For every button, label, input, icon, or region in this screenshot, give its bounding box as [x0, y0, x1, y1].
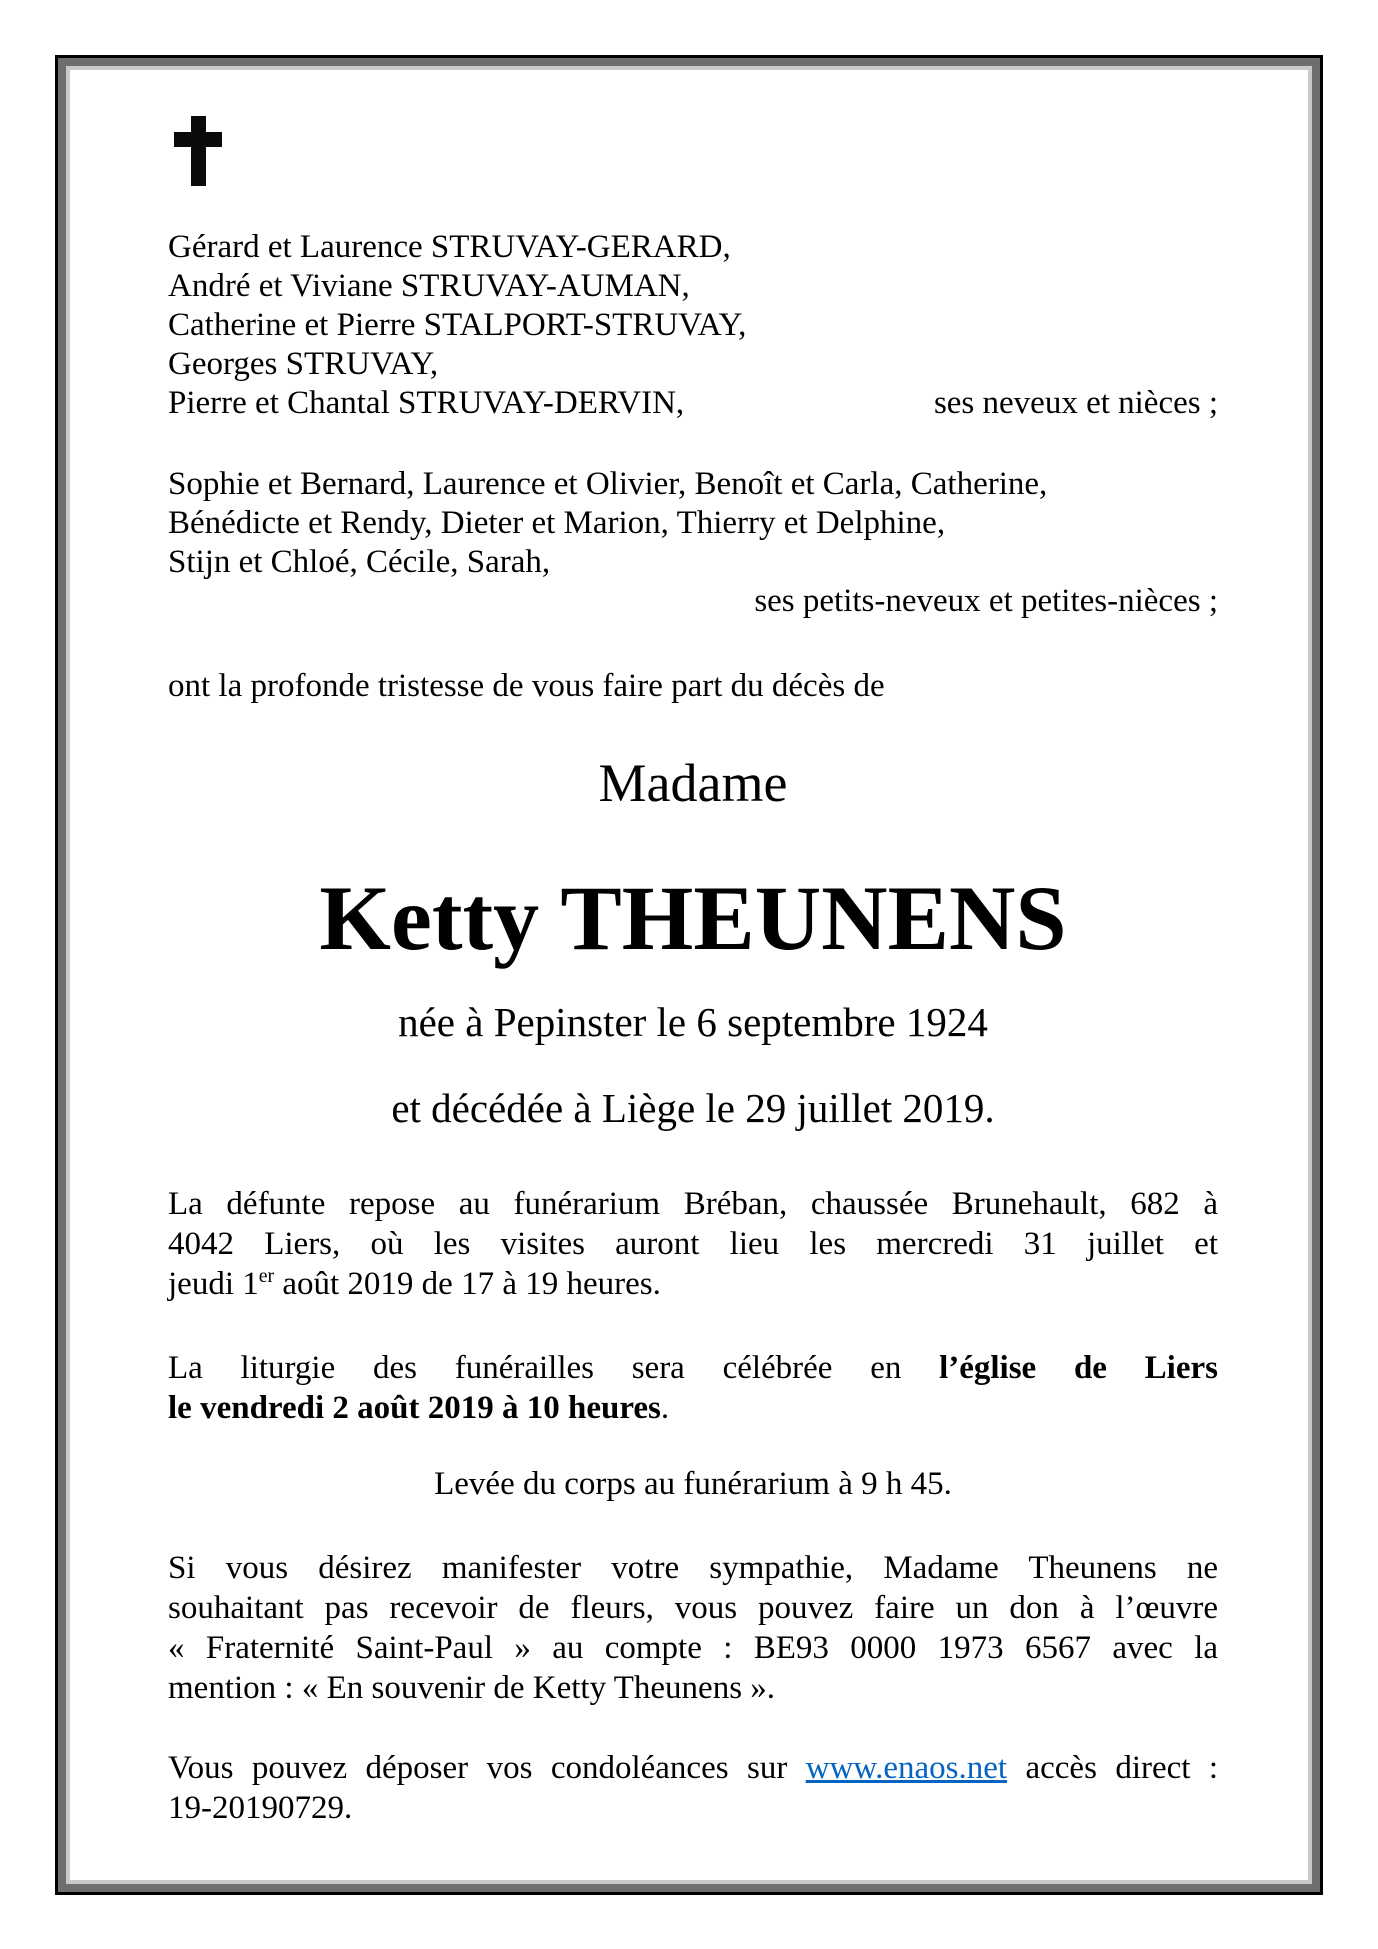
visitation-line	[168, 1264, 1218, 1304]
visitation-line: La défunte repose au funérarium Bréban, chaussée Brunehault, 682 à	[168, 1186, 1218, 1222]
service-line2-period: .	[660, 1390, 670, 1426]
cross-vertical-bar	[191, 116, 206, 186]
relative-line: André et Viviane STRUVAY-AUMAN,	[168, 268, 690, 304]
service-datetime-bold: le vendredi 2 août 2019 à 10 heures	[168, 1390, 661, 1426]
donation-line: Si vous désirez manifester votre sympathie, Madame Theunens ne	[168, 1550, 1218, 1586]
deceased-name: Ketty THEUNENS	[319, 867, 1067, 969]
visitation-line3-post: août 2019 de 17 à 19 heures.	[282, 1266, 661, 1302]
grand-nephews-block	[168, 465, 1218, 621]
service-line	[168, 1348, 1218, 1388]
visitation-line: 4042 Liers, où les visites auront lieu les mercredi 31 juillet et	[168, 1226, 1218, 1262]
relative-line: Georges STRUVAY,	[168, 346, 439, 382]
relative-line: Pierre et Chantal STRUVAY-DERVIN,	[168, 385, 685, 421]
relative-line: Stijn et Chloé, Cécile, Sarah,	[168, 544, 551, 580]
death-line: et décédée à Liège le 29 juillet 2019.	[391, 1085, 995, 1131]
relative-line: Bénédicte et Rendy, Dieter et Marion, Thierry et Delphine,	[168, 505, 946, 541]
service-church-bold: l’église de Liers	[939, 1350, 1218, 1386]
donation-line: « Fraternité Saint-Paul » au compte : BE93 0000 1973 6567 avec la	[168, 1630, 1218, 1666]
announcement-intro: ont la profonde tristesse de vous faire part du décès de	[168, 668, 885, 704]
service-line	[168, 1388, 1218, 1428]
donation-line: mention : « En souvenir de Ketty Theunens ».	[168, 1670, 776, 1706]
condolences-line	[168, 1748, 1218, 1788]
donation-line: souhaitant pas recevoir de fleurs, vous pouvez faire un don à l’œuvre	[168, 1590, 1218, 1626]
honorific-title: Madame	[598, 753, 788, 813]
cross-horizontal-bar	[174, 132, 222, 147]
levee-line: Levée du corps au funérarium à 9 h 45.	[434, 1466, 952, 1502]
visitation-paragraph	[168, 1184, 1218, 1304]
birth-line: née à Pepinster le 6 septembre 1924	[398, 999, 988, 1045]
nephews-caption: ses neveux et nièces ;	[933, 385, 1218, 421]
condolences-line1-post: accès direct :	[1025, 1750, 1219, 1786]
page-frame-mid	[58, 58, 1320, 1892]
page-frame	[55, 55, 1323, 1895]
service-paragraph	[168, 1348, 1218, 1428]
relative-line: Gérard et Laurence STRUVAY-GERARD,	[168, 229, 731, 265]
condolences-reference: 19-20190729.	[168, 1790, 353, 1826]
relative-line-with-caption	[168, 384, 1218, 423]
cross-icon	[174, 116, 222, 186]
condolences-paragraph	[168, 1748, 1218, 1828]
condolences-line1-pre: Vous pouvez déposer vos condoléances sur	[168, 1750, 788, 1786]
visitation-line3-pre: jeudi 1	[168, 1266, 259, 1302]
obituary-content	[70, 70, 1308, 1880]
service-line1-normal: La liturgie des funérailles sera célébrée en	[168, 1350, 902, 1386]
donation-paragraph	[168, 1548, 1218, 1708]
relative-line: Catherine et Pierre STALPORT-STRUVAY,	[168, 307, 747, 343]
grand-nephews-caption: ses petits-neveux et petites-nièces ;	[754, 583, 1218, 619]
page-frame-inner	[66, 66, 1312, 1884]
ordinal-superscript: er	[258, 1265, 275, 1287]
enaos-link[interactable]: www.enaos.net	[805, 1750, 1008, 1786]
relative-line: Sophie et Bernard, Laurence et Olivier, Benoît et Carla, Catherine,	[168, 466, 1048, 502]
nephews-block	[168, 228, 1218, 423]
